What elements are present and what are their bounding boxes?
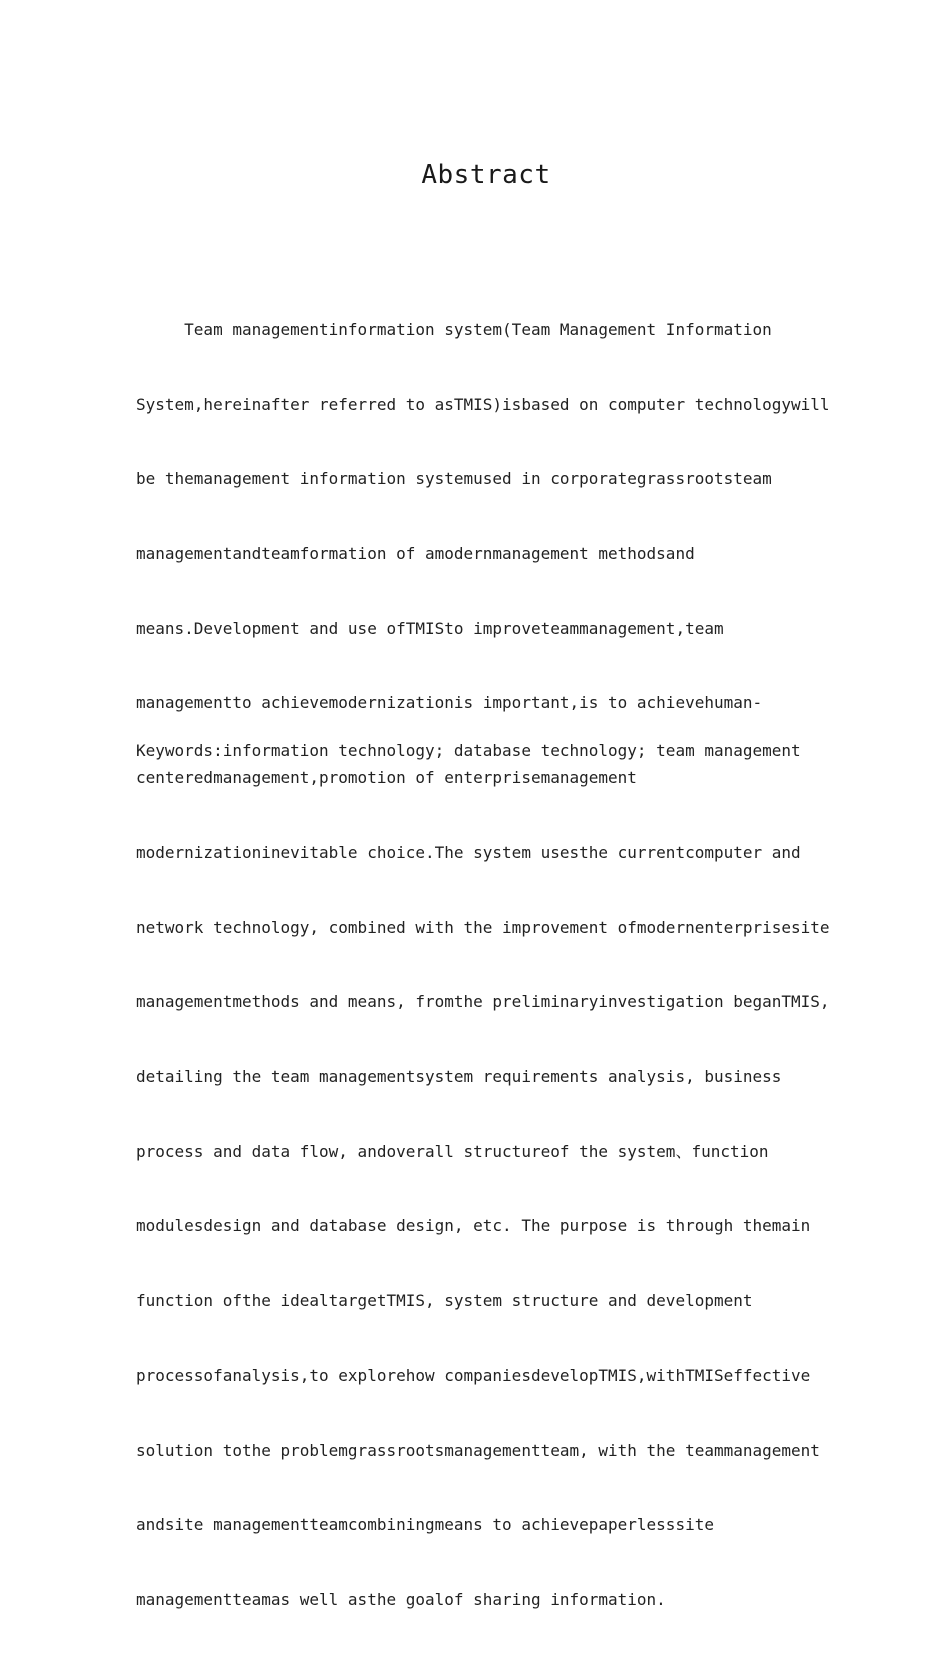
- abstract-line: centeredmanagement,promotion of enterprisemanagement: [136, 768, 637, 788]
- abstract-line: System,hereinafter referred to asTMIS)isbased on computer technologywill: [136, 394, 830, 414]
- abstract-line: managementteamas well asthe goalof sharing information.: [136, 1590, 666, 1610]
- abstract-line: processofanalysis,to explorehow companiesdevelopTMIS,withTMISeffective: [136, 1365, 811, 1385]
- abstract-title: Abstract: [421, 160, 551, 190]
- abstract-line: managementmethods and means, fromthe preliminaryinvestigation beganTMIS,: [136, 992, 830, 1012]
- abstract-body: [136, 268, 836, 1663]
- abstract-line: modernizationinevitable choice.The system usesthe currentcomputer and: [136, 842, 801, 862]
- abstract-line: managementandteamformation of amodernmanagement methodsand: [136, 543, 695, 563]
- abstract-line: means.Development and use ofTMISto improveteammanagement,team: [136, 618, 724, 638]
- abstract-line: process and data flow, andoverall structureof the system、function: [136, 1141, 769, 1161]
- keywords-line: Keywords:information technology; database technology; team management: [136, 741, 801, 760]
- abstract-line: function ofthe idealtargetTMIS, system structure and development: [136, 1291, 753, 1311]
- abstract-line: modulesdesign and database design, etc. The purpose is through themain: [136, 1216, 811, 1236]
- abstract-line: network technology, combined with the improvement ofmodernenterprisesite: [136, 917, 830, 937]
- abstract-line: solution tothe problemgrassrootsmanagementteam, with the teammanagement: [136, 1440, 820, 1460]
- abstract-line: andsite managementteamcombiningmeans to achievepaperlesssite: [136, 1515, 714, 1535]
- abstract-line: be themanagement information systemused in corporategrassrootsteam: [136, 469, 772, 489]
- abstract-line: detailing the team managementsystem requirements analysis, business: [136, 1067, 782, 1086]
- abstract-line: Team managementinformation system(Team Management Information: [136, 319, 772, 339]
- abstract-line: managementto achievemodernizationis important,is to achievehuman-: [136, 693, 763, 713]
